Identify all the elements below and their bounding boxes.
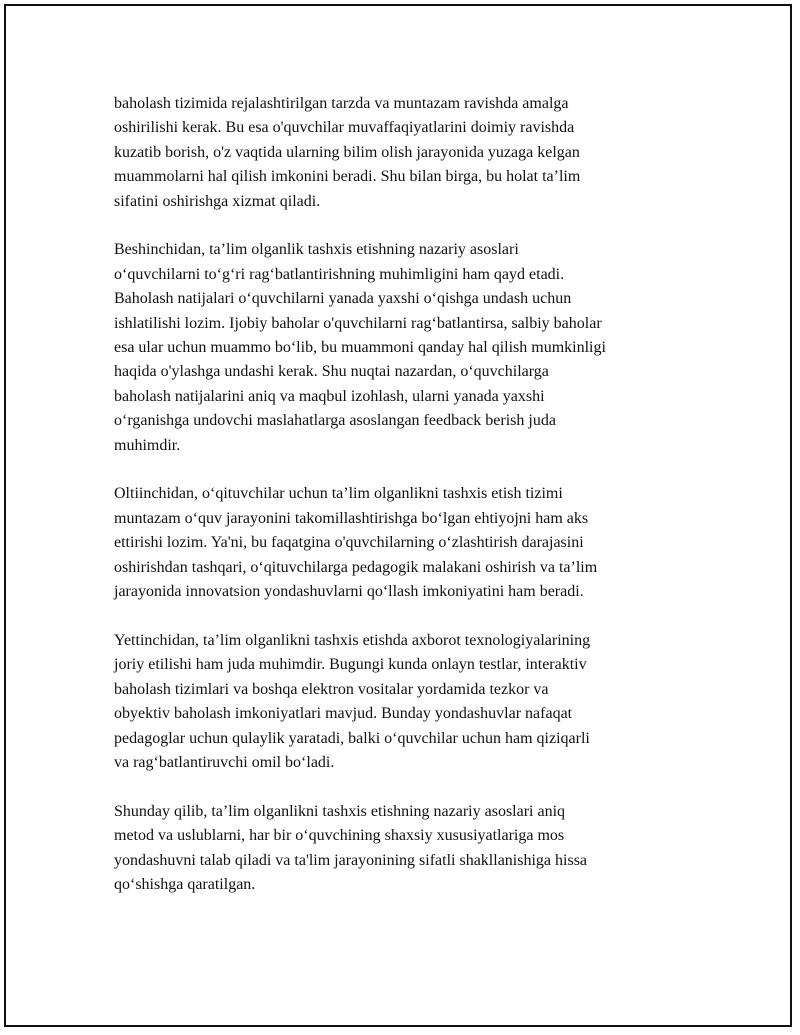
text-line: va rag‘batlantiruvchi omil bo‘ladi. <box>114 753 335 771</box>
text-line: obyektiv baholash imkoniyatlari mavjud. Bunday yondashuvlar nafaqat <box>114 705 573 723</box>
text-line: muammolarni hal qilish imkonini beradi. Shu bilan birga, bu holat ta’lim <box>114 168 581 186</box>
paragraph <box>114 800 699 898</box>
text-line: o‘quvchilarni to‘g‘ri rag‘batlantirishning muhimligini ham qayd etadi. <box>114 265 565 283</box>
text-line: baholash natijalarini aniq va maqbul izohlash, ularni yanada yaxshi <box>114 387 545 405</box>
text-line: joriy etilishi ham juda muhimdir. Bugungi kunda onlayn testlar, interaktiv <box>114 656 587 674</box>
text-line: esa ular uchun muammo bo‘lib, bu muammoni qanday hal qilish mumkinligi <box>114 339 606 357</box>
text-line: oshirishdan tashqari, o‘qituvchilarga pedagogik malakani oshirish va ta’lim <box>114 558 598 576</box>
text-line: pedagoglar uchun qulaylik yaratadi, balki o‘quvchilar uchun ham qiziqarli <box>114 729 590 747</box>
text-line: Yettinchidan, ta’lim olganlikni tashxis etishda axborot texnologiyalarining <box>114 631 591 649</box>
text-line: Baholash natijalari o‘quvchilarni yanada yaxshi o‘qishga undash uchun <box>114 290 572 308</box>
paragraph <box>114 92 699 214</box>
paragraph <box>114 629 699 775</box>
text-line: jarayonida innovatsion yondashuvlarni qo‘llash imkoniyatini ham beradi. <box>114 583 584 601</box>
text-line: baholash tizimlari va boshqa elektron vositalar yordamida tezkor va <box>114 680 549 698</box>
text-line: sifatini oshirishga xizmat qiladi. <box>114 192 321 210</box>
paragraph <box>114 482 699 604</box>
text-line: o‘rganishga undovchi maslahatlarga asoslangan feedback berish juda <box>114 412 556 430</box>
text-line: Oltiinchidan, o‘qituvchilar uchun ta’lim olganlikni tashxis etish tizimi <box>114 485 563 503</box>
text-line: kuzatib borish, o'z vaqtida ularning bilim olish jarayonida yuzaga kelgan <box>114 143 580 161</box>
text-line: Shunday qilib, ta’lim olganlikni tashxis etishning nazariy asoslari aniq <box>114 802 566 820</box>
text-line: oshirilishi kerak. Bu esa o'quvchilar muvaffaqiyatlarini doimiy ravishda <box>114 119 575 137</box>
text-line: qo‘shishga qaratilgan. <box>114 875 256 893</box>
document-body <box>114 92 699 922</box>
text-line: muntazam o‘quv jarayonini takomillashtirishga bo‘lgan ehtiyojni ham aks <box>114 509 589 527</box>
text-line: haqida o'ylashga undashi kerak. Shu nuqtai nazardan, o‘quvchilarga <box>114 363 549 381</box>
text-line: metod va uslublarni, har bir o‘quvchining shaxsiy xususiyatlariga mos <box>114 827 565 845</box>
text-line: muhimdir. <box>114 436 181 454</box>
text-line: baholash tizimida rejalashtirilgan tarzda va muntazam ravishda amalga <box>114 95 569 112</box>
text-line: ishlatilishi lozim. Ijobiy baholar o'quvchilarni rag‘batlantirsa, salbiy baholar <box>114 314 602 332</box>
paragraph <box>114 238 699 458</box>
text-line: Beshinchidan, ta’lim olganlik tashxis etishning nazariy asoslari <box>114 241 519 259</box>
text-line: ettirishi lozim. Ya'ni, bu faqatgina o'quvchilarning o‘zlashtirish darajasini <box>114 534 584 552</box>
text-line: yondashuvni talab qiladi va ta'lim jarayonining sifatli shakllanishiga hissa <box>114 851 588 869</box>
